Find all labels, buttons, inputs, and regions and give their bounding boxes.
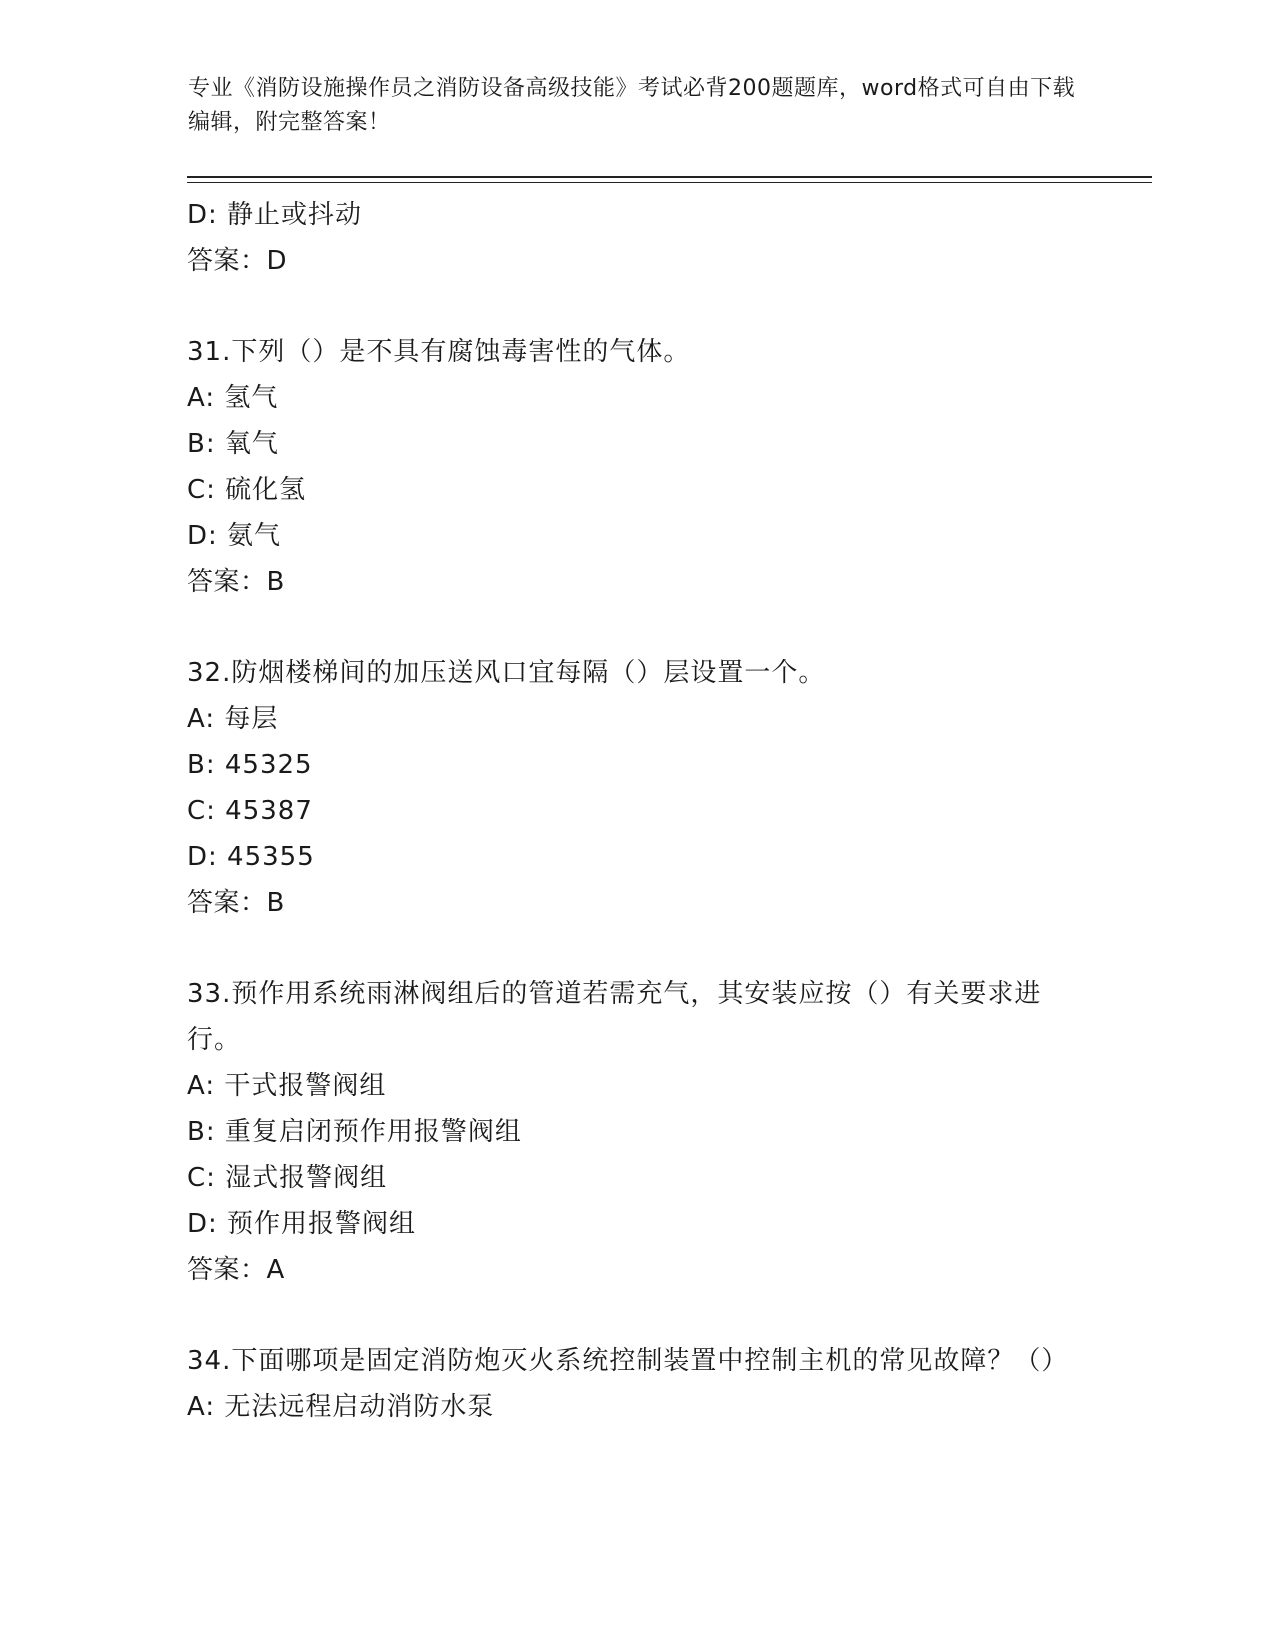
answer-line: 答案：D	[187, 246, 288, 276]
option-a: A: 每层	[187, 704, 279, 734]
question-32	[187, 650, 1087, 926]
option-d: D: 预作用报警阀组	[187, 1209, 417, 1239]
question-list	[187, 192, 1087, 1430]
option-b: B: 45325	[187, 750, 313, 780]
header-divider-thin	[187, 182, 1152, 183]
question-33	[187, 971, 1087, 1293]
option-c: C: 湿式报警阀组	[187, 1163, 388, 1193]
option-a: A: 干式报警阀组	[187, 1071, 387, 1101]
question-34	[187, 1338, 1087, 1430]
question-31	[187, 329, 1087, 605]
option-a: A: 无法远程启动消防水泵	[187, 1392, 495, 1422]
header-divider-thick	[187, 176, 1152, 178]
option-d: D: 45355	[187, 842, 315, 872]
answer-line: 答案：B	[187, 567, 285, 597]
answer-line: 答案：A	[187, 1255, 285, 1285]
question-stem: 32.防烟楼梯间的加压送风口宜每隔（）层设置一个。	[187, 658, 826, 688]
question-stem: 31.下列（）是不具有腐蚀毒害性的气体。	[187, 337, 691, 367]
option-d: D: 氨气	[187, 521, 282, 551]
option-a: A: 氢气	[187, 383, 279, 413]
option-c: C: 45387	[187, 796, 313, 826]
partial-question	[187, 192, 1087, 284]
option-c: C: 硫化氢	[187, 475, 307, 505]
question-stem: 34.下面哪项是固定消防炮灭火系统控制装置中控制主机的常见故障？（）	[187, 1346, 1069, 1376]
document-header: 专业《消防设施操作员之消防设备高级技能》考试必背200题题库，word格式可自由下载编辑，附完整答案！	[188, 76, 1076, 135]
option-d: D: 静止或抖动	[187, 200, 363, 230]
question-stem: 33.预作用系统雨淋阀组后的管道若需充气，其安装应按（）有关要求进行。	[187, 979, 1042, 1055]
option-b: B: 氧气	[187, 429, 279, 459]
answer-line: 答案：B	[187, 888, 285, 918]
option-b: B: 重复启闭预作用报警阀组	[187, 1117, 522, 1147]
